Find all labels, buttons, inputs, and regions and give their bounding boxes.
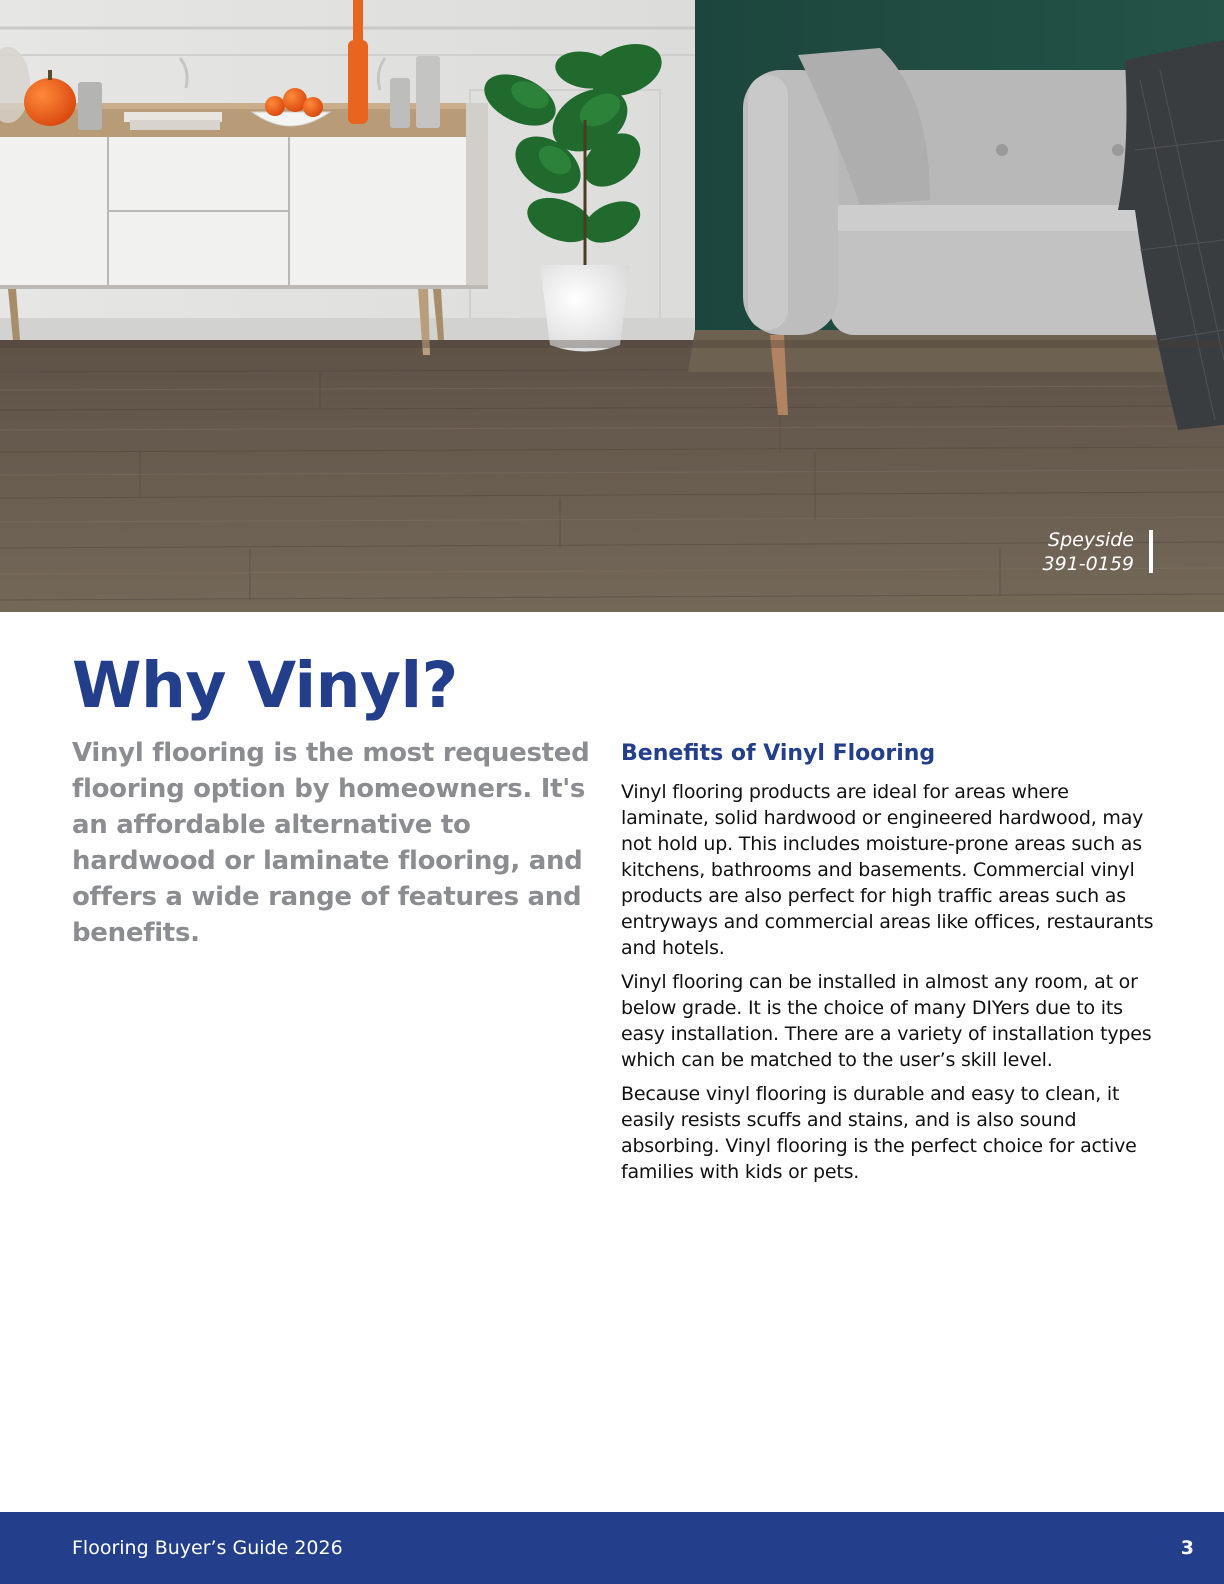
footer-title: Flooring Buyer’s Guide 2026 xyxy=(72,1537,343,1559)
product-number: 391-0159 xyxy=(1042,553,1134,575)
benefits-paragraph-2: Vinyl flooring can be installed in almost any room, at or below grade. It is the choice of many DIYers due to its easy installation. There are a variety of installation types which can be matched to the user’s skill level. xyxy=(621,971,1152,1071)
page-title: Why Vinyl? xyxy=(72,649,458,722)
benefits-paragraph-3: Because vinyl flooring is durable and easy to clean, it easily resists scuffs and stains, and is also sound absorbing. Vinyl flooring is the perfect choice for active families with kids or pets. xyxy=(621,1083,1137,1183)
benefits-paragraph-1: Vinyl flooring products are ideal for areas where laminate, solid hardwood or engineered hardwood, may not hold up. This includes moisture-prone areas such as kitchens, bathrooms and basements. Commercial vinyl products are also perfect for high traffic areas such as entryways and commercial areas like offices, restaurants and hotels. xyxy=(621,781,1154,959)
page-footer xyxy=(0,1512,1224,1584)
product-caption xyxy=(1043,528,1134,576)
benefits-section xyxy=(621,739,1161,1193)
room-scene-illustration xyxy=(0,0,1224,612)
page-number: 3 xyxy=(1180,1537,1194,1559)
hero-image xyxy=(0,0,1224,612)
benefits-heading: Benefits of Vinyl Flooring xyxy=(621,741,936,766)
intro-text: Vinyl flooring is the most requested flooring option by homeowners. It's an affordable alternative to hardwood or laminate flooring, and offers a wide range of features and benefits. xyxy=(72,738,590,948)
product-name: Speyside xyxy=(1048,529,1134,551)
caption-divider xyxy=(1149,530,1153,573)
